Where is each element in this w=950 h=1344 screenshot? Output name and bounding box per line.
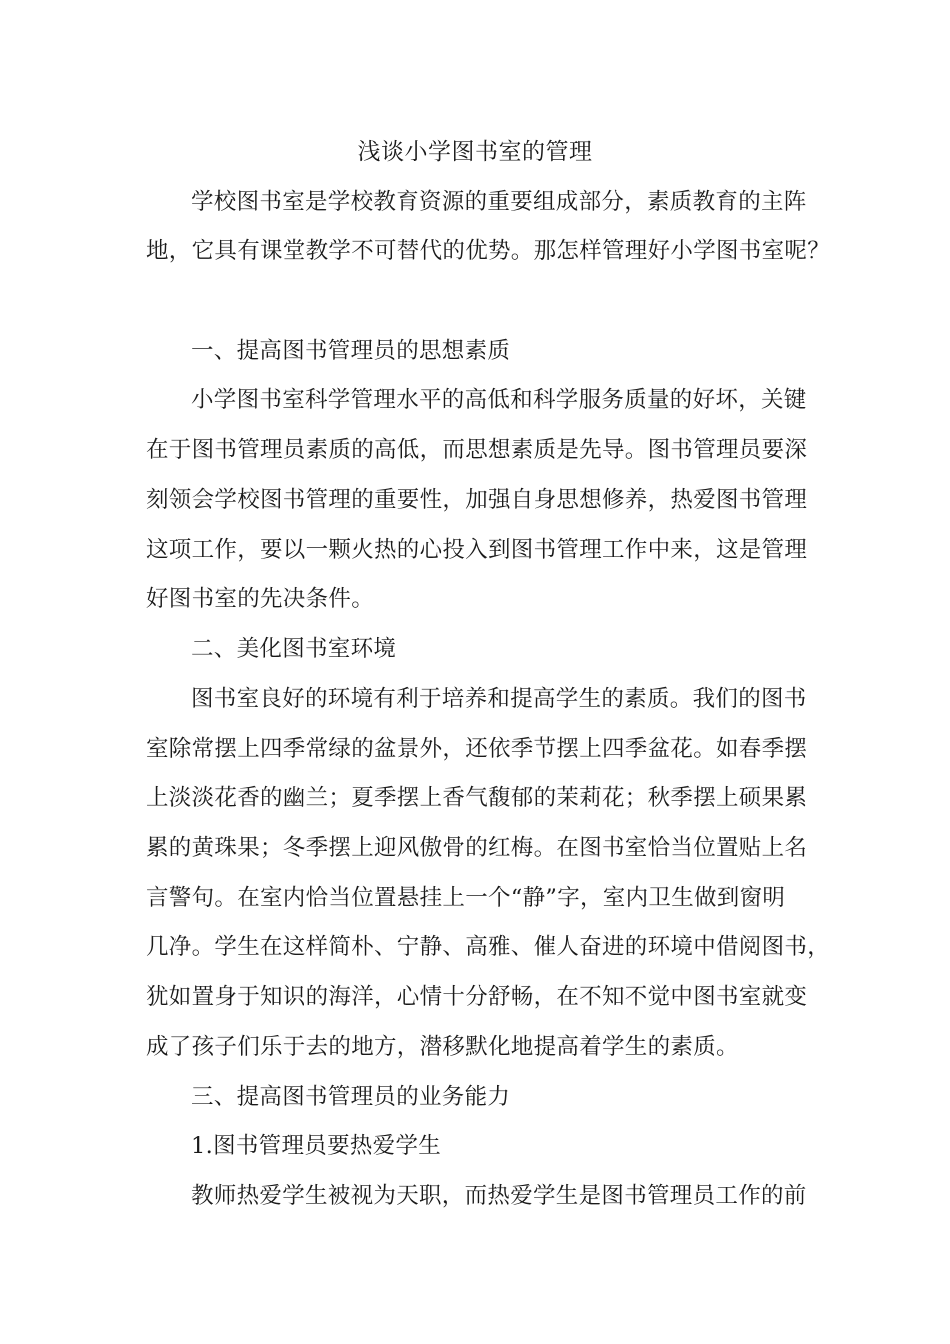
paragraph-line: 地，它具有课堂教学不可替代的优势。那怎样管理好小学图书室呢？: [146, 238, 831, 264]
section-heading: 一、提高图书管理员的思想素质: [191, 338, 511, 364]
section-heading: 三、提高图书管理员的业务能力: [191, 1084, 511, 1110]
paragraph-line: 成了孩子们乐于去的地方，潜移默化地提高着学生的素质。: [146, 1034, 739, 1060]
paragraph-line: 室除常摆上四季常绿的盆景外，还依季节摆上四季盆花。如春季摆: [146, 736, 808, 762]
paragraph-line: 犹如置身于知识的海洋，心情十分舒畅，在不知不觉中图书室就变: [146, 984, 808, 1010]
paragraph-line: 上淡淡花香的幽兰；夏季摆上香气馥郁的茉莉花；秋季摆上硕果累: [146, 785, 808, 811]
paragraph-line: 刻领会学校图书管理的重要性，加强自身思想修养，热爱图书管理: [146, 487, 808, 513]
section-heading: 二、美化图书室环境: [191, 636, 397, 662]
paragraph-line: 这项工作，要以一颗火热的心投入到图书管理工作中来，这是管理: [146, 537, 808, 563]
paragraph-line: 在于图书管理员素质的高低，而思想素质是先导。图书管理员要深: [146, 437, 808, 463]
subsection-heading: 1.图书管理员要热爱学生: [191, 1133, 442, 1159]
paragraph-line: 好图书室的先决条件。: [146, 586, 375, 612]
paragraph-line: 教师热爱学生被视为天职，而热爱学生是图书管理员工作的前: [191, 1183, 807, 1209]
paragraph-line: 几净。学生在这样简朴、宁静、高雅、催人奋进的环境中借阅图书，: [146, 934, 831, 960]
paragraph-line: 学校图书室是学校教育资源的重要组成部分，素质教育的主阵: [191, 189, 807, 215]
document-title: 浅谈小学图书室的管理: [357, 139, 593, 165]
paragraph-line: 累的黄珠果；冬季摆上迎风傲骨的红梅。在图书室恰当位置贴上名: [146, 835, 808, 861]
paragraph-line: 图书室良好的环境有利于培养和提高学生的素质。我们的图书: [191, 686, 807, 712]
paragraph-line: 小学图书室科学管理水平的高低和科学服务质量的好坏，关键: [191, 387, 807, 413]
paragraph-line: 言警句。在室内恰当位置悬挂上一个“静”字，室内卫生做到窗明: [146, 885, 786, 911]
